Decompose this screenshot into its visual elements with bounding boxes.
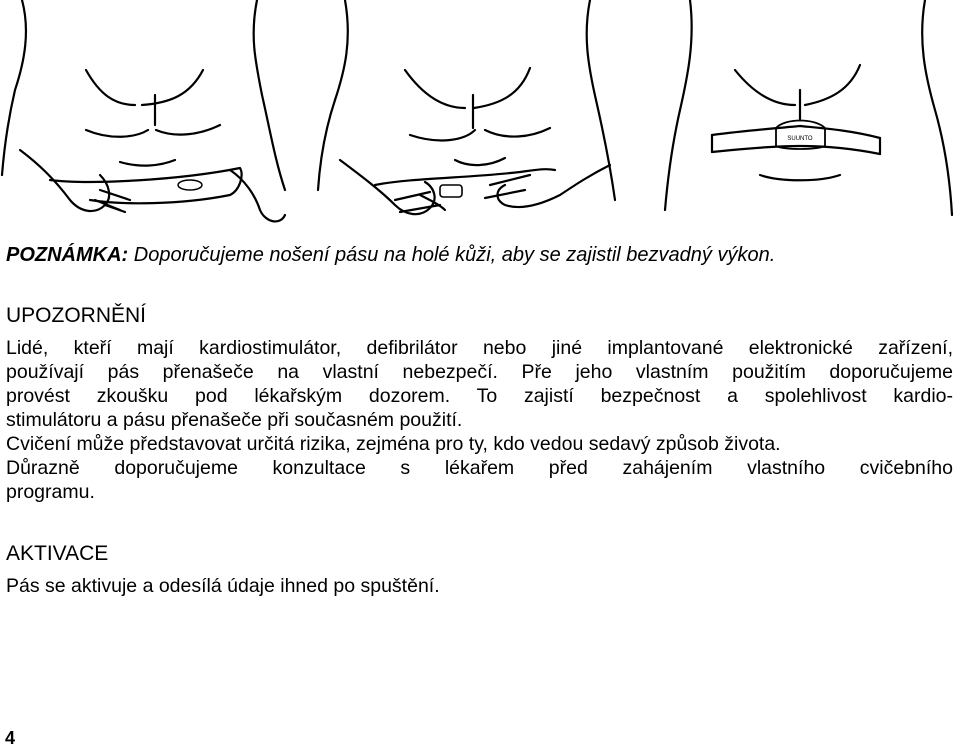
illustration-step-2: [318, 0, 615, 214]
chest-strap-illustrations: [0, 0, 959, 235]
warning-line-7: programu.: [6, 481, 95, 503]
warning-line-6: Důrazně doporučujeme konzultace s lékařem před zahájením vlastního cvičebního: [6, 457, 953, 479]
note-text: Doporučujeme nošení pásu na holé kůži, aby se zajistil bezvadný výkon.: [128, 244, 776, 266]
warning-line-4: stimulátoru a pásu přenašeče při současném použití.: [6, 409, 463, 431]
note-line: [6, 243, 775, 267]
note-label: POZNÁMKA:: [6, 244, 129, 266]
page-number: 4: [5, 728, 16, 748]
warning-line-5: Cvičení může představovat určitá rizika, zejména pro ty, kdo vedou sedavý způsob života.: [6, 433, 781, 455]
illustration-step-1: [2, 0, 285, 221]
activation-heading: AKTIVACE: [6, 542, 109, 565]
warning-line-1: Lidé, kteří mají kardiostimulátor, defibrilátor nebo jiné implantované elektronické zařízení,: [6, 337, 953, 359]
activation-text: Pás se aktivuje a odesílá údaje ihned po spuštění.: [6, 575, 440, 597]
warning-heading: UPOZORNĚNÍ: [6, 304, 147, 327]
warning-line-3: provést zkoušku pod lékařským dozorem. To zajistí bezpečnost a spolehlivost kardio-: [6, 385, 953, 407]
brand-mark: SUUNTO: [787, 136, 813, 142]
illustration-step-3: [665, 0, 952, 215]
warning-line-2: používají pás přenašeče na vlastní nebezpečí. Pře jeho vlastním použitím doporučujeme: [6, 361, 953, 383]
